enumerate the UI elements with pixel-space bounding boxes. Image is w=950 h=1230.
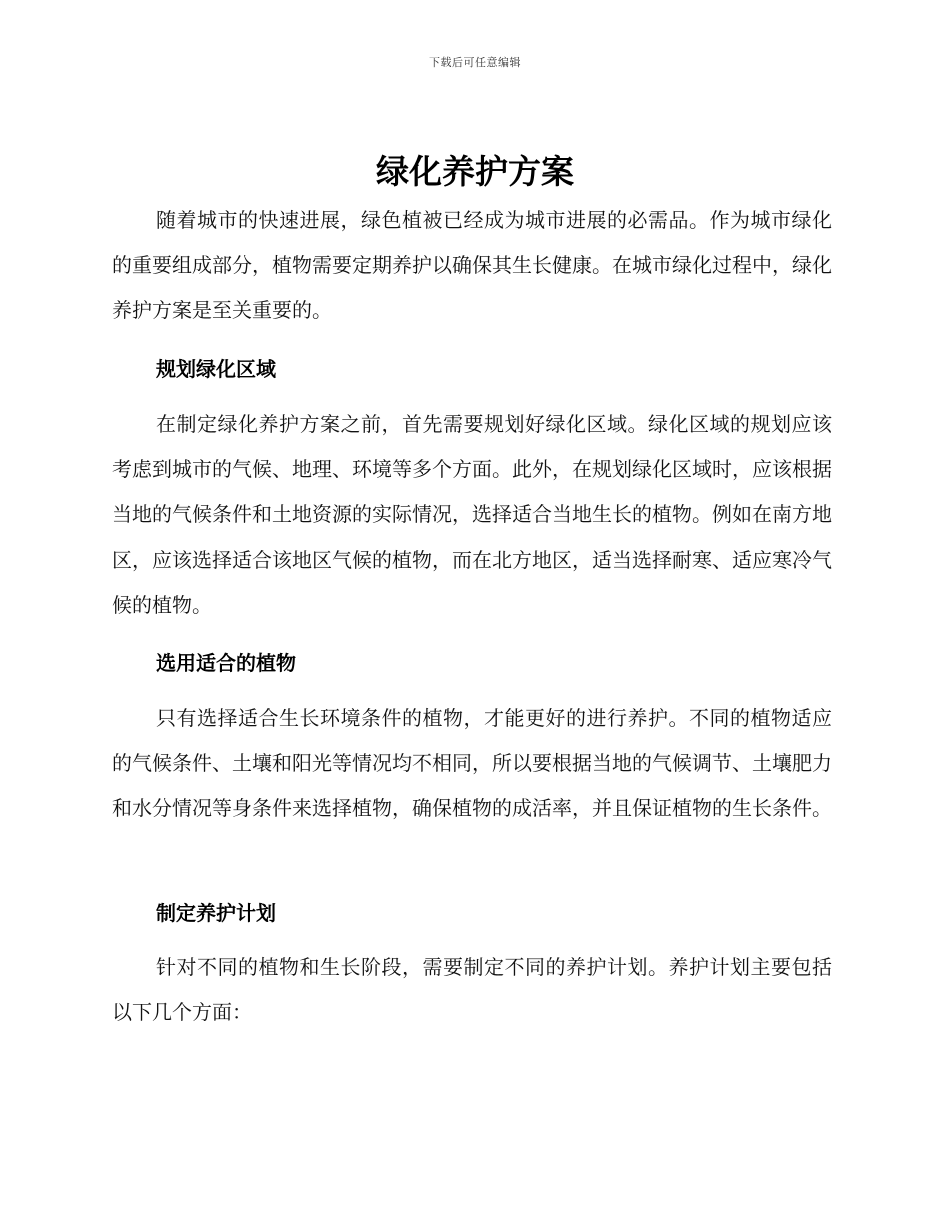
section-heading-select-plants: 选用适合的植物 bbox=[156, 651, 296, 675]
page-header-note: 下载后可任意编辑 bbox=[429, 56, 521, 69]
section-paragraph-maintenance-plan: 针对不同的植物和生长阶段，需要制定不同的养护计划。养护计划主要包括以下几个方面： bbox=[112, 955, 832, 1025]
section-paragraph-plan-area: 在制定绿化养护方案之前，首先需要规划好绿化区域。绿化区域的规划应该考虑到城市的气候、地理、环境等多个方面。此外，在规划绿化区域时，应该根据当地的气候条件和土地资源的实际情况，选择适合当地生长的植物。例如在南方地区，应该选择适合该地区气候的植物，而在北方地区，适当选择耐寒、适应寒冷气候的植物。 bbox=[112, 412, 832, 617]
section-paragraph-select-plants: 只有选择适合生长环境条件的植物，才能更好的进行养护。不同的植物适应的气候条件、土壤和阳光等情况均不相同，所以要根据当地的气候调节、土壤肥力和水分情况等身条件来选择植物，确保植物的成活率，并且保证植物的生长条件。 bbox=[112, 706, 832, 821]
section-heading-plan-area: 规划绿化区域 bbox=[156, 357, 276, 381]
intro-paragraph: 随着城市的快速进展，绿色植被已经成为城市进展的必需品。作为城市绿化的重要组成部分，植物需要定期养护以确保其生长健康。在城市绿化过程中，绿化养护方案是至关重要的。 bbox=[112, 208, 832, 323]
section-heading-maintenance-plan: 制定养护计划 bbox=[156, 901, 276, 925]
document-title: 绿化养护方案 bbox=[376, 152, 574, 191]
